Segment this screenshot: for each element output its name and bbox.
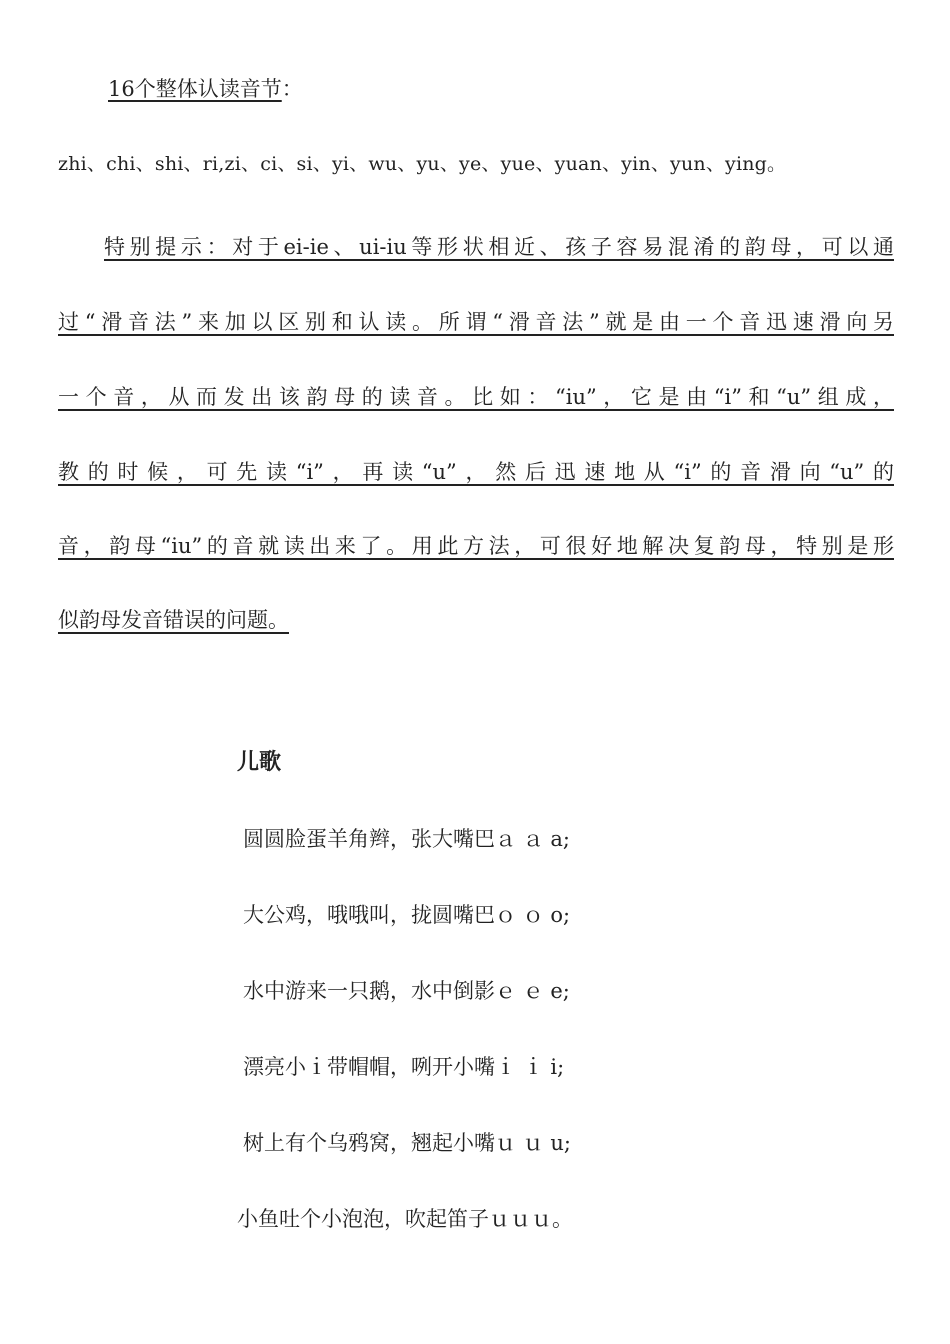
syllables-list: zhi、chi、shi、ri,zi、ci、si、yi、wu、yu、ye、yue、yuan、yin、yun、ying。 xyxy=(58,153,787,175)
syllables-heading xyxy=(108,72,303,106)
syllables-heading-colon: ： xyxy=(281,77,303,101)
song-line: 树上有个乌鸦窝，翘起小嘴ｕ ｕ u; xyxy=(243,1131,571,1155)
song-line: 圆圆脸蛋羊角辫，张大嘴巴ａ ａ a; xyxy=(243,827,570,851)
song-line: 小鱼吐个小泡泡，吹起笛子ｕｕｕ。 xyxy=(237,1207,573,1231)
tip-line: 似韵母发音错误的问题。 xyxy=(58,608,289,632)
song-line: 水中游来一只鹅，水中倒影ｅ ｅ e; xyxy=(243,979,570,1003)
song-line: 大公鸡，哦哦叫，拢圆嘴巴ｏ ｏ o; xyxy=(243,903,571,927)
song-line: 漂亮小ｉ带帽帽，咧开小嘴ｉ ｉ i; xyxy=(243,1055,565,1079)
song-title: 儿歌 xyxy=(237,750,282,775)
tip-line: 过“滑音法”来加以区别和认读。所谓“滑音法”就是由一个音迅速滑向另 xyxy=(58,310,894,334)
tip-line: 音，韵母“iu”的音就读出来了。用此方法，可很好地解决复韵母，特别是形 xyxy=(58,534,894,558)
syllables-heading-text: 16个整体认读音节 xyxy=(108,77,282,101)
tip-line: 教的时候，可先读“i”，再读“u”，然后迅速地从“i”的音滑向“u”的 xyxy=(58,460,894,484)
tip-line: 特别提示：对于ei-ie、ui-iu等形状相近、孩子容易混淆的韵母，可以通 xyxy=(104,235,894,259)
tip-line: 一个音，从而发出该韵母的读音。比如：“iu”，它是由“i”和“u”组成， xyxy=(58,385,894,409)
